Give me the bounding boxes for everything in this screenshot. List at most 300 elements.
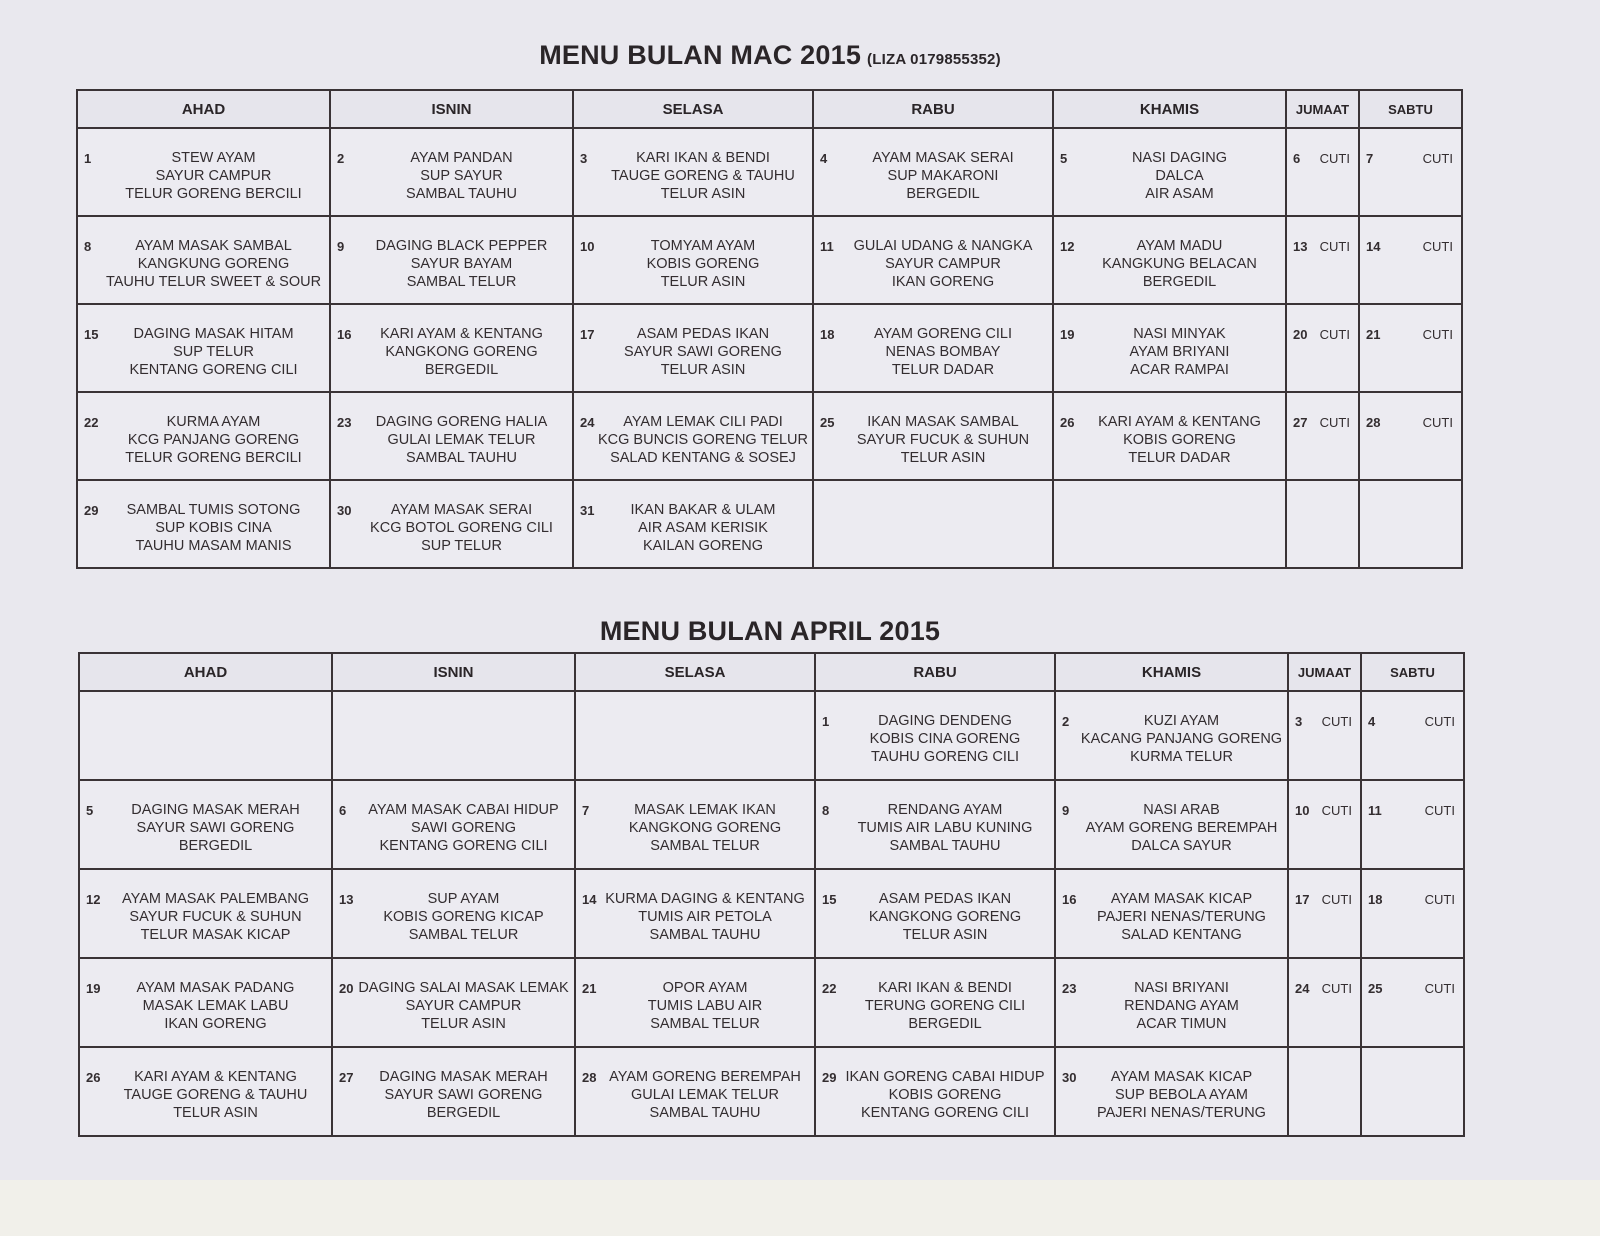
column-header-ahad: AHAD bbox=[79, 653, 332, 691]
day-number: 27 bbox=[339, 1070, 354, 1085]
day-number: 21 bbox=[582, 981, 597, 996]
menu-item: TAUHU GORENG CILI bbox=[871, 749, 1019, 765]
week-row bbox=[79, 691, 1464, 780]
menu-item: KANGKUNG BELACAN bbox=[1102, 256, 1257, 272]
menu-item: DAGING SALAI MASAK LEMAK bbox=[358, 980, 569, 996]
week-row bbox=[79, 869, 1464, 958]
day-number: 5 bbox=[86, 803, 94, 818]
menu-items bbox=[355, 890, 572, 944]
menu-item: KURMA TELUR bbox=[1130, 749, 1233, 765]
day-cell bbox=[575, 869, 815, 958]
menu-item: SAMBAL TUMIS SOTONG bbox=[126, 502, 301, 518]
day-cell bbox=[815, 780, 1055, 869]
menu-items bbox=[102, 979, 329, 1033]
menu-item: KARI IKAN & BENDI bbox=[878, 980, 1012, 996]
menu-item: AYAM MASAK KICAP bbox=[1110, 1069, 1253, 1085]
week-row bbox=[77, 128, 1462, 216]
day-number: 31 bbox=[580, 503, 595, 518]
menu-item: MASAK LEMAK LABU bbox=[142, 998, 289, 1014]
day-cell bbox=[1055, 958, 1288, 1047]
cuti-label: CUTI bbox=[1424, 714, 1455, 729]
menu-item: BERGEDIL bbox=[424, 362, 499, 378]
menu-item: AYAM MASAK PADANG bbox=[136, 980, 295, 996]
menu-item: ASAM PEDAS IKAN bbox=[636, 326, 770, 342]
menu-item: TELUR ASIN bbox=[900, 450, 986, 466]
menu-item: TELUR ASIN bbox=[660, 274, 746, 290]
menu-items bbox=[598, 979, 812, 1033]
day-number: 13 bbox=[1293, 239, 1308, 254]
menu-item: KOBIS GORENG KICAP bbox=[383, 909, 544, 925]
menu-item: KENTANG GORENG CILI bbox=[860, 1105, 1030, 1121]
empty-day-cell bbox=[813, 480, 1053, 568]
day-number: 7 bbox=[1366, 151, 1374, 166]
menu-item: SALAD KENTANG & SOSEJ bbox=[610, 450, 796, 466]
menu-items bbox=[1078, 979, 1285, 1033]
cuti-label: CUTI bbox=[1422, 239, 1453, 254]
day-cell bbox=[575, 1047, 815, 1136]
day-number: 17 bbox=[580, 327, 595, 342]
empty-day-cell bbox=[575, 691, 815, 780]
empty-day-cell bbox=[332, 691, 575, 780]
day-number: 30 bbox=[1062, 1070, 1077, 1085]
menu-item: TOMYAM AYAM bbox=[650, 238, 756, 254]
day-cell bbox=[573, 480, 813, 568]
menu-item: KURMA AYAM bbox=[166, 414, 261, 430]
day-number: 25 bbox=[1368, 981, 1383, 996]
day-number: 5 bbox=[1060, 151, 1068, 166]
column-header-selasa: SELASA bbox=[575, 653, 815, 691]
menu-item: SAYUR CAMPUR bbox=[405, 998, 522, 1014]
menu-item: AYAM MASAK SERAI bbox=[872, 150, 1014, 166]
menu-item: TELUR ASIN bbox=[902, 927, 988, 943]
day-number: 2 bbox=[1062, 714, 1070, 729]
menu-item: TAUHU TELUR SWEET & SOUR bbox=[105, 274, 322, 290]
day-cell bbox=[1359, 216, 1462, 304]
menu-item: SAYUR CAMPUR bbox=[885, 256, 1001, 272]
day-number: 12 bbox=[86, 892, 101, 907]
day-cell bbox=[77, 304, 330, 392]
day-cell bbox=[1359, 304, 1462, 392]
day-number: 28 bbox=[1366, 415, 1381, 430]
day-cell bbox=[813, 304, 1053, 392]
menu-item: SUP SAYUR bbox=[420, 168, 503, 184]
menu-item: BERGEDIL bbox=[1142, 274, 1217, 290]
menu-items bbox=[1076, 325, 1283, 379]
day-cell bbox=[1286, 392, 1359, 480]
menu-items bbox=[353, 413, 570, 467]
cuti-label: CUTI bbox=[1319, 327, 1350, 342]
march-title-text: MENU BULAN MAC 2015 bbox=[539, 40, 862, 70]
menu-item: AYAM MASAK SAMBAL bbox=[135, 238, 292, 254]
menu-item: IKAN GORENG CABAI HIDUP bbox=[845, 1069, 1045, 1085]
menu-items bbox=[838, 890, 1052, 944]
column-header-selasa: SELASA bbox=[573, 90, 813, 128]
day-cell bbox=[573, 304, 813, 392]
cuti-label: CUTI bbox=[1424, 892, 1455, 907]
day-number: 28 bbox=[582, 1070, 597, 1085]
menu-items bbox=[1078, 801, 1285, 855]
day-cell bbox=[1288, 691, 1361, 780]
day-cell bbox=[813, 128, 1053, 216]
day-number: 20 bbox=[339, 981, 354, 996]
menu-item: SUP TELUR bbox=[421, 538, 502, 554]
menu-item: SAYUR BAYAM bbox=[410, 256, 513, 272]
menu-item: KARI AYAM & KENTANG bbox=[380, 326, 543, 342]
menu-item: SAMBAL TAUHU bbox=[406, 450, 517, 466]
menu-item: SUP MAKARONI bbox=[887, 168, 999, 184]
menu-items bbox=[353, 237, 570, 291]
empty-day-cell bbox=[1053, 480, 1286, 568]
day-number: 18 bbox=[820, 327, 835, 342]
menu-item: BERGEDIL bbox=[906, 186, 980, 202]
day-number: 20 bbox=[1293, 327, 1308, 342]
menu-item: KCG BOTOL GORENG CILI bbox=[370, 520, 553, 536]
empty-day-cell bbox=[1361, 1047, 1464, 1136]
day-number: 8 bbox=[84, 239, 92, 254]
menu-item: TAUHU MASAM MANIS bbox=[135, 538, 292, 554]
day-cell bbox=[79, 780, 332, 869]
menu-items bbox=[353, 501, 570, 555]
menu-item: NASI BRIYANI bbox=[1134, 980, 1229, 996]
menu-items bbox=[353, 149, 570, 203]
day-number: 9 bbox=[1062, 803, 1070, 818]
day-number: 3 bbox=[1295, 714, 1303, 729]
menu-item: TUMIS AIR PETOLA bbox=[638, 909, 772, 925]
day-number: 16 bbox=[337, 327, 352, 342]
day-number: 15 bbox=[84, 327, 99, 342]
day-number: 11 bbox=[820, 239, 834, 254]
menu-item: AYAM GORENG BEREMPAH bbox=[1085, 820, 1278, 836]
column-header-jumaat: JUMAAT bbox=[1288, 653, 1361, 691]
menu-items bbox=[596, 325, 810, 379]
menu-item: KOBIS GORENG bbox=[888, 1087, 1002, 1103]
day-cell bbox=[813, 392, 1053, 480]
day-number: 27 bbox=[1293, 415, 1308, 430]
day-cell bbox=[1361, 958, 1464, 1047]
day-number: 13 bbox=[339, 892, 354, 907]
menu-item: TELUR DADAR bbox=[1128, 450, 1231, 466]
menu-item: NASI MINYAK bbox=[1133, 326, 1226, 342]
day-number: 19 bbox=[1060, 327, 1075, 342]
menu-items bbox=[102, 890, 329, 944]
day-number: 23 bbox=[1062, 981, 1077, 996]
menu-items bbox=[1076, 149, 1283, 203]
day-number: 21 bbox=[1366, 327, 1381, 342]
day-cell bbox=[1053, 128, 1286, 216]
day-cell bbox=[573, 216, 813, 304]
menu-item: DAGING MASAK MERAH bbox=[379, 1069, 548, 1085]
menu-item: TELUR ASIN bbox=[173, 1105, 258, 1121]
day-cell bbox=[79, 869, 332, 958]
day-cell bbox=[573, 392, 813, 480]
day-cell bbox=[1055, 869, 1288, 958]
march-weeks bbox=[77, 128, 1462, 568]
menu-item: AYAM GORENG CILI bbox=[873, 326, 1013, 342]
day-cell bbox=[575, 958, 815, 1047]
day-number: 15 bbox=[822, 892, 837, 907]
april-header-row bbox=[79, 653, 1464, 691]
day-cell bbox=[79, 958, 332, 1047]
day-cell bbox=[330, 480, 573, 568]
day-cell bbox=[815, 691, 1055, 780]
menu-item: SAMBAL TELUR bbox=[406, 274, 517, 290]
menu-items bbox=[355, 1068, 572, 1122]
day-cell bbox=[815, 1047, 1055, 1136]
menu-item: AYAM GORENG BEREMPAH bbox=[609, 1069, 801, 1085]
day-number: 3 bbox=[580, 151, 588, 166]
menu-item: SAYUR FUCUK & SUHUN bbox=[856, 432, 1030, 448]
menu-items bbox=[838, 712, 1052, 766]
menu-item: IKAN MASAK SAMBAL bbox=[867, 414, 1019, 430]
day-number: 8 bbox=[822, 803, 830, 818]
menu-item: SUP TELUR bbox=[173, 344, 254, 360]
menu-items bbox=[102, 1068, 329, 1122]
menu-item: GULAI LEMAK TELUR bbox=[630, 1087, 779, 1103]
day-cell bbox=[77, 216, 330, 304]
menu-item: IKAN GORENG bbox=[164, 1016, 267, 1032]
day-number: 10 bbox=[1295, 803, 1310, 818]
menu-item: TELUR ASIN bbox=[660, 186, 746, 202]
menu-item: SAYUR SAWI GORENG bbox=[624, 344, 782, 360]
march-menu-title bbox=[0, 40, 1540, 71]
day-cell bbox=[330, 392, 573, 480]
day-cell bbox=[1053, 392, 1286, 480]
day-cell bbox=[1055, 691, 1288, 780]
cuti-label: CUTI bbox=[1321, 892, 1352, 907]
menu-item: SAYUR SAWI GORENG bbox=[384, 1087, 543, 1103]
day-cell bbox=[813, 216, 1053, 304]
menu-item: SAMBAL TAUHU bbox=[889, 838, 1001, 854]
menu-items bbox=[598, 890, 812, 944]
day-number: 14 bbox=[1366, 239, 1381, 254]
menu-items bbox=[100, 325, 327, 379]
march-title-contact: (LIZA 0179855352) bbox=[867, 51, 1001, 68]
menu-item: DAGING DENDENG bbox=[878, 713, 1012, 729]
cuti-label: CUTI bbox=[1319, 415, 1350, 430]
day-cell bbox=[815, 958, 1055, 1047]
menu-item: SALAD KENTANG bbox=[1121, 927, 1242, 943]
menu-item: KCG BUNCIS GORENG TELUR bbox=[597, 432, 809, 448]
paper-bottom-edge bbox=[0, 1180, 1600, 1236]
menu-item: SUP KOBIS CINA bbox=[155, 520, 272, 536]
day-number: 2 bbox=[337, 151, 345, 166]
column-header-isnin: ISNIN bbox=[330, 90, 573, 128]
week-row bbox=[79, 1047, 1464, 1136]
day-number: 7 bbox=[582, 803, 590, 818]
cuti-label: CUTI bbox=[1321, 803, 1352, 818]
day-cell bbox=[1286, 216, 1359, 304]
day-cell bbox=[1286, 128, 1359, 216]
day-number: 22 bbox=[822, 981, 837, 996]
day-cell bbox=[1288, 780, 1361, 869]
april-menu-title bbox=[0, 616, 1540, 647]
menu-item: KACANG PANJANG GORENG bbox=[1080, 731, 1283, 747]
menu-item: MASAK LEMAK IKAN bbox=[634, 802, 776, 818]
menu-item: RENDANG AYAM bbox=[887, 802, 1003, 818]
menu-items bbox=[353, 325, 570, 379]
day-cell bbox=[1361, 780, 1464, 869]
day-cell bbox=[815, 869, 1055, 958]
menu-item: KUZI AYAM bbox=[1143, 713, 1220, 729]
day-number: 4 bbox=[1368, 714, 1376, 729]
day-cell bbox=[1286, 304, 1359, 392]
day-cell bbox=[330, 128, 573, 216]
menu-items bbox=[838, 1068, 1052, 1122]
day-cell bbox=[77, 480, 330, 568]
day-number: 26 bbox=[1060, 415, 1075, 430]
menu-item: SAMBAL TELUR bbox=[408, 927, 519, 943]
column-header-jumaat: JUMAAT bbox=[1286, 90, 1359, 128]
menu-item: TAUGE GORENG & TAUHU bbox=[611, 168, 795, 184]
day-number: 30 bbox=[337, 503, 352, 518]
day-number: 25 bbox=[820, 415, 835, 430]
menu-item: PAJERI NENAS/TERUNG bbox=[1097, 909, 1266, 925]
day-number: 16 bbox=[1062, 892, 1077, 907]
menu-item: KANGKONG GORENG bbox=[868, 909, 1022, 925]
menu-items bbox=[838, 979, 1052, 1033]
menu-item: SAMBAL TELUR bbox=[650, 1016, 760, 1032]
day-number: 23 bbox=[337, 415, 352, 430]
day-cell bbox=[575, 780, 815, 869]
day-cell bbox=[332, 1047, 575, 1136]
day-cell bbox=[573, 128, 813, 216]
day-cell bbox=[79, 1047, 332, 1136]
menu-item: BERGEDIL bbox=[178, 838, 253, 854]
menu-item: SAMBAL TAUHU bbox=[649, 927, 761, 943]
menu-item: IKAN BAKAR & ULAM bbox=[630, 502, 776, 518]
menu-item: GULAI LEMAK TELUR bbox=[387, 432, 536, 448]
day-number: 24 bbox=[580, 415, 595, 430]
menu-item: AYAM MADU bbox=[1136, 238, 1223, 254]
week-row bbox=[77, 216, 1462, 304]
day-number: 29 bbox=[84, 503, 99, 518]
menu-item: TELUR GORENG BERCILI bbox=[125, 186, 302, 202]
march-menu-table bbox=[76, 89, 1463, 569]
day-number: 6 bbox=[1293, 151, 1301, 166]
menu-item: SAYUR SAWI GORENG bbox=[136, 820, 295, 836]
column-header-khamis: KHAMIS bbox=[1053, 90, 1286, 128]
menu-item: KENTANG GORENG CILI bbox=[129, 362, 298, 378]
day-number: 24 bbox=[1295, 981, 1310, 996]
empty-day-cell bbox=[1288, 1047, 1361, 1136]
menu-item: KCG PANJANG GORENG bbox=[127, 432, 300, 448]
day-cell bbox=[1055, 780, 1288, 869]
menu-item: OPOR AYAM bbox=[662, 980, 748, 996]
day-cell bbox=[1361, 691, 1464, 780]
menu-item: TELUR MASAK KICAP bbox=[140, 927, 291, 943]
day-number: 1 bbox=[84, 151, 92, 166]
day-number: 4 bbox=[820, 151, 828, 166]
menu-item: KARI AYAM & KENTANG bbox=[134, 1069, 297, 1085]
menu-items bbox=[1078, 1068, 1285, 1122]
day-cell bbox=[1359, 128, 1462, 216]
menu-items bbox=[355, 979, 572, 1033]
menu-item: AYAM MASAK KICAP bbox=[1110, 891, 1253, 907]
column-header-sabtu: SABTU bbox=[1361, 653, 1464, 691]
april-title-text: MENU BULAN APRIL 2015 bbox=[599, 616, 941, 646]
day-cell bbox=[332, 780, 575, 869]
menu-items bbox=[1076, 237, 1283, 291]
menu-items bbox=[355, 801, 572, 855]
cuti-label: CUTI bbox=[1424, 981, 1455, 996]
menu-item: DAGING MASAK MERAH bbox=[131, 802, 300, 818]
column-header-sabtu: SABTU bbox=[1359, 90, 1462, 128]
april-menu-table bbox=[78, 652, 1465, 1137]
day-number: 17 bbox=[1295, 892, 1310, 907]
week-row bbox=[77, 304, 1462, 392]
menu-items bbox=[596, 149, 810, 203]
menu-item: STEW AYAM bbox=[171, 150, 256, 166]
menu-items bbox=[100, 237, 327, 291]
menu-item: KURMA DAGING & KENTANG bbox=[605, 891, 805, 907]
menu-item: DAGING BLACK PEPPER bbox=[375, 238, 548, 254]
menu-item: ASAM PEDAS IKAN bbox=[878, 891, 1012, 907]
menu-item: DAGING GORENG HALIA bbox=[375, 414, 548, 430]
menu-item: SAWI GORENG bbox=[411, 820, 516, 836]
menu-items bbox=[836, 149, 1050, 203]
cuti-label: CUTI bbox=[1321, 714, 1352, 729]
menu-item: SAYUR CAMPUR bbox=[155, 168, 272, 184]
menu-item: AYAM MASAK SERAI bbox=[390, 502, 533, 518]
empty-day-cell bbox=[1286, 480, 1359, 568]
menu-item: KARI AYAM & KENTANG bbox=[1098, 414, 1261, 430]
menu-item: TELUR GORENG BERCILI bbox=[125, 450, 302, 466]
day-cell bbox=[332, 958, 575, 1047]
day-number: 10 bbox=[580, 239, 595, 254]
day-cell bbox=[1288, 869, 1361, 958]
menu-items bbox=[102, 801, 329, 855]
menu-items bbox=[838, 801, 1052, 855]
menu-item: AYAM LEMAK CILI PADI bbox=[623, 414, 783, 430]
menu-items bbox=[1076, 413, 1283, 467]
menu-item: NENAS BOMBAY bbox=[885, 344, 1001, 360]
week-row bbox=[77, 392, 1462, 480]
column-header-rabu: RABU bbox=[815, 653, 1055, 691]
cuti-label: CUTI bbox=[1424, 803, 1455, 818]
week-row bbox=[77, 480, 1462, 568]
day-number: 9 bbox=[337, 239, 345, 254]
menu-items bbox=[598, 1068, 812, 1122]
day-cell bbox=[1053, 216, 1286, 304]
menu-item: AYAM BRIYANI bbox=[1129, 344, 1230, 360]
menu-item: TELUR ASIN bbox=[660, 362, 746, 378]
day-cell bbox=[1361, 869, 1464, 958]
menu-item: SAYUR FUCUK & SUHUN bbox=[129, 909, 302, 925]
cuti-label: CUTI bbox=[1422, 415, 1453, 430]
menu-item: KARI IKAN & BENDI bbox=[636, 150, 770, 166]
menu-item: TAUGE GORENG & TAUHU bbox=[123, 1087, 308, 1103]
menu-items bbox=[596, 413, 810, 467]
menu-item: SUP BEBOLA AYAM bbox=[1115, 1087, 1248, 1103]
menu-items bbox=[1078, 712, 1285, 766]
cuti-label: CUTI bbox=[1422, 327, 1453, 342]
menu-items bbox=[100, 501, 327, 555]
menu-item: PAJERI NENAS/TERUNG bbox=[1097, 1105, 1266, 1121]
cuti-label: CUTI bbox=[1321, 981, 1352, 996]
day-number: 18 bbox=[1368, 892, 1383, 907]
day-number: 19 bbox=[86, 981, 101, 996]
column-header-rabu: RABU bbox=[813, 90, 1053, 128]
menu-item: AIR ASAM KERISIK bbox=[638, 520, 768, 536]
menu-item: DALCA SAYUR bbox=[1131, 838, 1232, 854]
column-header-isnin: ISNIN bbox=[332, 653, 575, 691]
cuti-label: CUTI bbox=[1319, 239, 1350, 254]
day-number: 6 bbox=[339, 803, 347, 818]
empty-day-cell bbox=[79, 691, 332, 780]
menu-item: KANGKUNG GORENG bbox=[137, 256, 290, 272]
menu-item: GULAI UDANG & NANGKA bbox=[853, 238, 1033, 254]
day-number: 26 bbox=[86, 1070, 101, 1085]
